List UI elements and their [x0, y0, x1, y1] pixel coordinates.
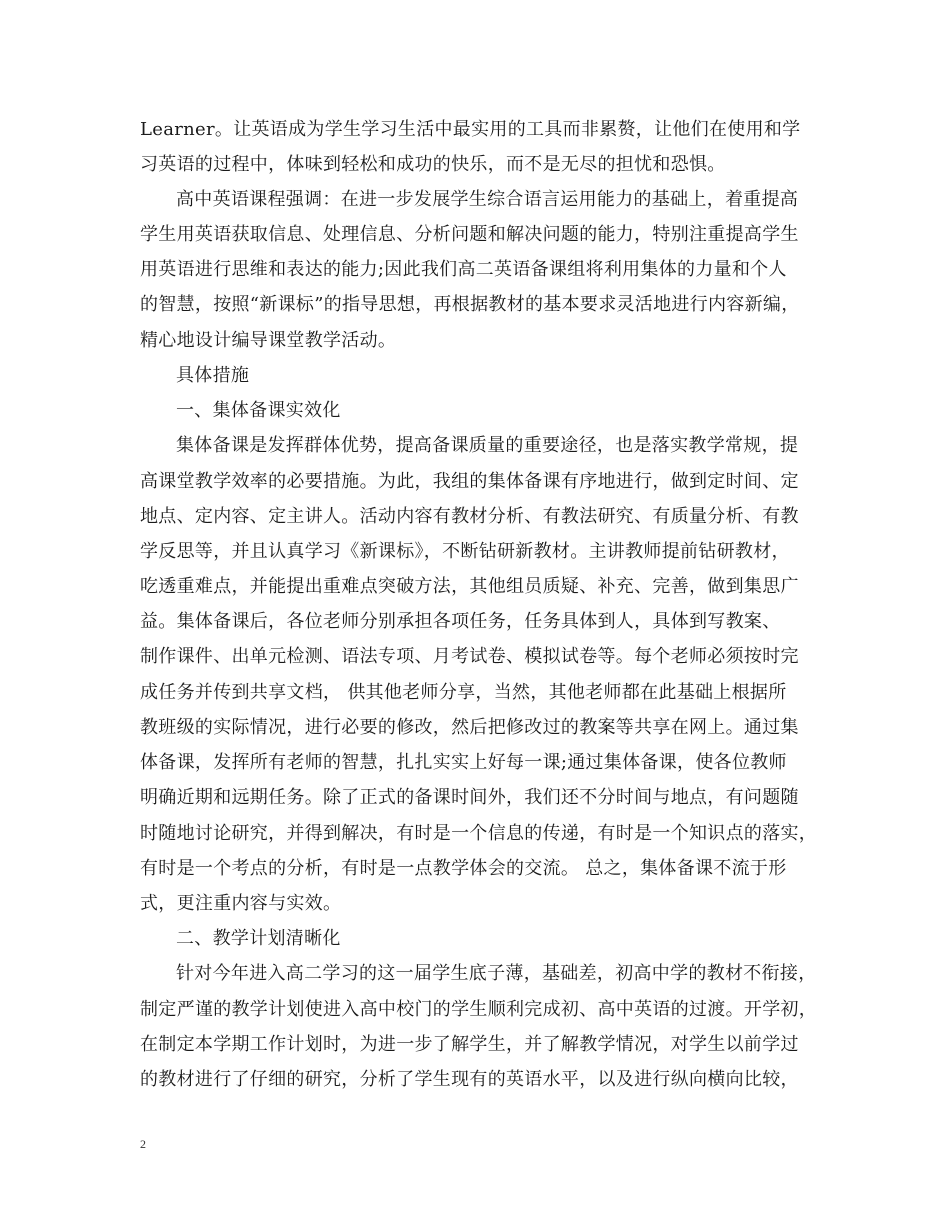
text-line: 高课堂教学效率的必要措施。为此，我组的集体备课有序地进行，做到定时间、定 [140, 471, 799, 492]
text-line: 成任务并传到共享文档， 供其他老师分享，当然，其他老师都在此基础上根据所 [140, 682, 787, 703]
text-line: 在制定本学期工作计划时，为进一步了解学生，并了解教学情况，对学生以前学过 [140, 1034, 799, 1055]
text-line: 用英语进行思维和表达的能力;因此我们高二英语备课组将利用集体的力量和个人 [140, 259, 787, 280]
text-line: 时随地讨论研究，并得到解决，有时是一个信息的传递，有时是一个知识点的落实， [140, 823, 818, 844]
text-line: 制作课件、出单元检测、语法专项、月考试卷、模拟试卷等。每个老师必须按时完 [140, 646, 799, 667]
paragraph-start-line: 针对今年进入高二学习的这一届学生底子薄，基础差，初高中学的教材不衔接， [176, 963, 817, 984]
paragraph-start-line: 高中英语课程强调：在进一步发展学生综合语言运用能力的基础上，着重提高 [176, 189, 799, 210]
text-line: 益。集体备课后，各位老师分别承担各项任务，任务具体到人，具体到写教案、 [140, 611, 781, 632]
text-line: 精心地设计编导课堂教学活动。 [140, 330, 397, 351]
subsection-heading: 一、集体备课实效化 [176, 400, 341, 421]
paragraph-start-line: 集体备课是发挥群体优势，提高备课质量的重要途径，也是落实教学常规，提 [176, 435, 799, 456]
text-line: 教班级的实际情况，进行必要的修改，然后把修改过的教案等共享在网上。通过集 [140, 717, 799, 738]
text-line: 有时是一个考点的分析，有时是一点教学体会的交流。 总之，集体备课不流于形 [140, 858, 787, 879]
text-line: 吃透重难点，并能提出重难点突破方法，其他组员质疑、补充、完善，做到集思广 [140, 576, 799, 597]
text-line: 的智慧，按照“新课标”的指导思想，再根据教材的基本要求灵活地进行内容新编， [140, 294, 800, 315]
subsection-heading: 二、教学计划清晰化 [176, 928, 341, 949]
page-number: 2 [140, 1137, 146, 1151]
text-line: 习英语的过程中，体味到轻松和成功的快乐，而不是无尽的担忧和恐惧。 [140, 154, 726, 175]
text-line: 的教材进行了仔细的研究，分析了学生现有的英语水平，以及进行纵向横向比较， [140, 1069, 799, 1090]
text-line: 制定严谨的教学计划使进入高中校门的学生顺利完成初、高中英语的过渡。开学初， [140, 999, 818, 1020]
text-line: 明确近期和远期任务。除了正式的备课时间外，我们还不分时间与地点，有问题随 [140, 787, 799, 808]
text-line: 式，更注重内容与实效。 [140, 893, 342, 914]
text-line: Learner。让英语成为学生学习生活中最实用的工具而非累赘，让他们在使用和学 [140, 119, 801, 140]
text-line: 地点、定内容、定主讲人。活动内容有教材分析、有教法研究、有质量分析、有教 [140, 506, 799, 527]
text-line: 学反思等，并且认真学习《新课标》，不断钻研新教材。主讲教师提前钻研教材， [140, 541, 790, 562]
text-line: 体备课，发挥所有老师的智慧，扎扎实实上好每一课;通过集体备课，使各位教师 [140, 752, 787, 773]
section-heading: 具体措施 [176, 365, 250, 386]
text-line: 学生用英语获取信息、处理信息、分析问题和解决问题的能力，特别注重提高学生 [140, 224, 799, 245]
